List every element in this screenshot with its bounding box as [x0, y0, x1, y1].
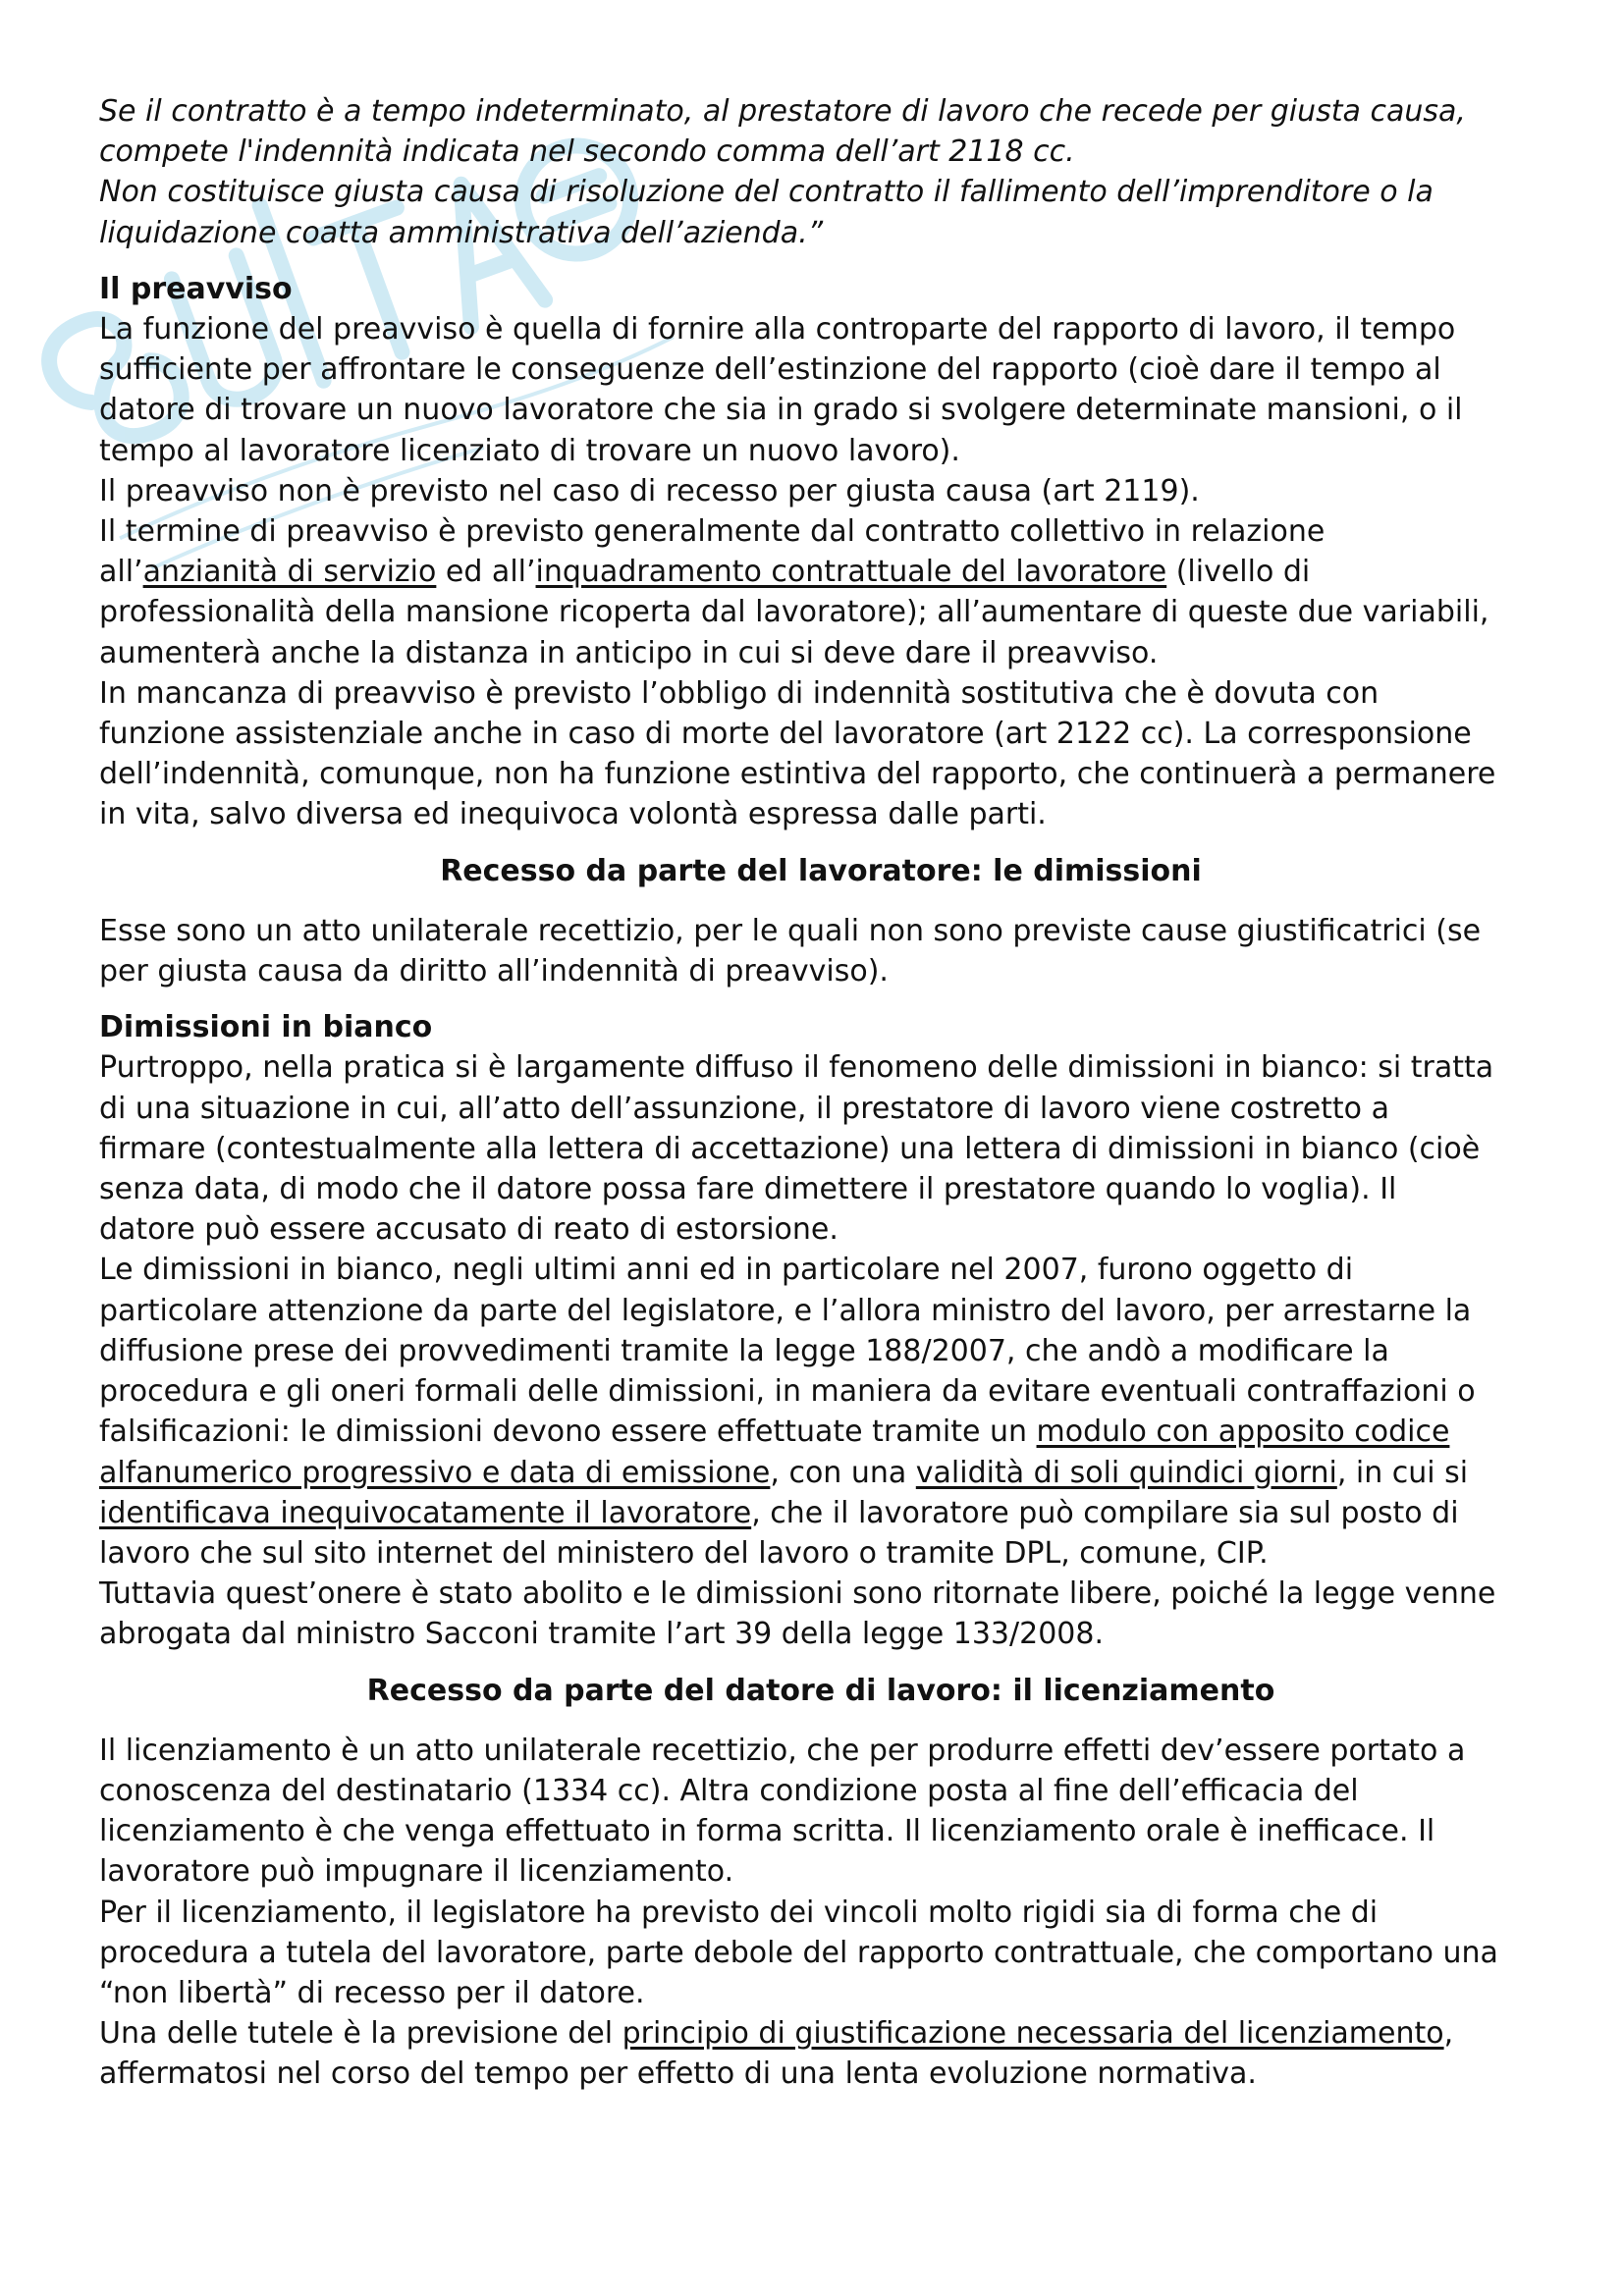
body-line: conoscenza del destinatario (1334 cc). Altra condizione posta al fine dell’efficacia del	[99, 1773, 1359, 1808]
body-line: “non libertà” di recesso per il datore.	[99, 1975, 645, 2010]
body-line: in vita, salvo diversa ed inequivoca volontà espressa dalle parti.	[99, 797, 1047, 832]
body-line: datore di trovare un nuovo lavoratore che sia in grado si svolgere determinate mansioni, o il	[99, 393, 1463, 428]
underlined-term: principio di giustificazione necessaria del licenziamento	[622, 2016, 1444, 2052]
underlined-term: inquadramento contrattuale del lavoratore	[535, 555, 1167, 590]
body-line	[99, 552, 1542, 592]
text-run: , che il lavoratore può compilare sia sul posto di	[751, 1495, 1459, 1530]
body-line: lavoro che sul sito internet del ministero del lavoro o tramite DPL, comune, CIP.	[99, 1535, 1269, 1571]
body-line: sufficiente per affrontare le conseguenze dell’estinzione del rapporto (cioè dare il tempo al	[99, 352, 1441, 388]
text-run: all’	[99, 555, 143, 590]
body-line: Tuttavia quest’onere è stato abolito e le dimissioni sono ritornate libere, poiché la legge venne	[99, 1576, 1496, 1612]
body-line: datore può essere accusato di reato di estorsione.	[99, 1212, 839, 1248]
document-page	[99, 91, 1542, 2095]
section-heading-licenziamento: Recesso da parte del datore di lavoro: il licenziamento	[366, 1673, 1275, 1708]
underlined-term: modulo con apposito codice	[1036, 1415, 1450, 1450]
underlined-term: alfanumerico progressivo e data di emissione	[99, 1455, 771, 1490]
intro-line: compete l'indennità indicata nel secondo comma dell’art 2118 cc.	[99, 134, 1075, 170]
body-line: dell’indennità, comunque, non ha funzione estintiva del rapporto, che continuerà a permanere	[99, 757, 1496, 792]
body-line	[99, 1493, 1542, 1533]
body-line: Per il licenziamento, il legislatore ha previsto dei vincoli molto rigidi sia di forma che di	[99, 1895, 1379, 1930]
intro-line: liquidazione coatta amministrativa dell’azienda.”	[99, 215, 824, 250]
body-line	[99, 1453, 1542, 1493]
body-line: licenziamento è che venga effettuato in forma scritta. Il licenziamento orale è inefficace. Il	[99, 1814, 1435, 1849]
text-run: falsificazioni: le dimissioni devono essere effettuate tramite un	[99, 1415, 1037, 1450]
text-run: , con una	[770, 1455, 916, 1490]
body-line: professionalità della mansione ricoperta dal lavoratore); all’aumentare di queste due variabili,	[99, 595, 1489, 630]
body-line: procedura e gli oneri formali delle dimissioni, in maniera da evitare eventuali contraffazioni o	[99, 1374, 1476, 1410]
body-line: funzione assistenziale anche in caso di morte del lavoratore (art 2122 cc). La corresponsione	[99, 717, 1472, 752]
underlined-term: identificava inequivocatamente il lavoratore	[99, 1495, 752, 1530]
section-heading-preavviso: Il preavviso	[99, 271, 293, 306]
body-line: affermatosi nel corso del tempo per effetto di una lenta evoluzione normativa.	[99, 2056, 1257, 2092]
body-line: aumenterà anche la distanza in anticipo in cui si deve dare il preavviso.	[99, 635, 1159, 670]
body-line: particolare attenzione da parte del legislatore, e l’allora ministro del lavoro, per arrestarne la	[99, 1293, 1472, 1328]
text-run: ed all’	[436, 555, 536, 590]
body-line: lavoratore può impugnare il licenziamento.	[99, 1854, 734, 1890]
body-line: di una situazione in cui, all’atto dell’assunzione, il prestatore di lavoro viene costretto a	[99, 1091, 1389, 1126]
text-run: ,	[1443, 2016, 1454, 2052]
body-line: tempo al lavoratore licenziato di trovare un nuovo lavoro).	[99, 433, 960, 468]
text-run: Una delle tutele è la previsione del	[99, 2016, 622, 2052]
body-line	[99, 2013, 1542, 2054]
body-line: Le dimissioni in bianco, negli ultimi anni ed in particolare nel 2007, furono oggetto di	[99, 1253, 1354, 1288]
body-line: firmare (contestualmente alla lettera di accettazione) una lettera di dimissioni in bianco (cioè	[99, 1131, 1481, 1166]
text-run: , in cui si	[1336, 1455, 1469, 1490]
text-run: (livello di	[1166, 555, 1311, 590]
section-heading-dimissioni-bianco: Dimissioni in bianco	[99, 1010, 433, 1045]
underlined-term: validità di soli quindici giorni	[915, 1455, 1337, 1490]
body-line: Purtroppo, nella pratica si è largamente diffuso il fenomeno delle dimissioni in bianco: si tratta	[99, 1050, 1494, 1086]
body-line: Il termine di preavviso è previsto generalmente dal contratto collettivo in relazione	[99, 514, 1325, 550]
body-line: In mancanza di preavviso è previsto l’obbligo di indennità sostitutiva che è dovuta con	[99, 675, 1380, 711]
body-line: diffusione prese dei provvedimenti tramite la legge 188/2007, che andò a modificare la	[99, 1333, 1389, 1368]
body-line: Il preavviso non è previsto nel caso di recesso per giusta causa (art 2119).	[99, 473, 1200, 508]
body-line: Il licenziamento è un atto unilaterale recettizio, che per produrre effetti dev’essere portato a	[99, 1733, 1466, 1768]
body-line: La funzione del preavviso è quella di fornire alla controparte del rapporto di lavoro, il tempo	[99, 312, 1456, 347]
body-line: abrogata dal ministro Sacconi tramite l’art 39 della legge 133/2008.	[99, 1617, 1104, 1652]
body-line: procedura a tutela del lavoratore, parte debole del rapporto contrattuale, che comportano una	[99, 1935, 1498, 1970]
body-line: senza data, di modo che il datore possa fare dimettere il prestatore quando lo voglia). Il	[99, 1172, 1397, 1207]
underlined-term: anzianità di servizio	[142, 555, 437, 590]
body-line: per giusta causa da diritto all’indennità di preavviso).	[99, 954, 889, 989]
body-line	[99, 1412, 1542, 1452]
intro-line: Se il contratto è a tempo indeterminato, al prestatore di lavoro che recede per giusta causa,	[99, 94, 1466, 129]
section-heading-dimissioni: Recesso da parte del lavoratore: le dimissioni	[440, 853, 1202, 888]
body-line: Esse sono un atto unilaterale recettizio, per le quali non sono previste cause giustificatrici (se	[99, 913, 1482, 948]
intro-line: Non costituisce giusta causa di risoluzione del contratto il fallimento dell’imprenditore o la	[99, 175, 1434, 210]
